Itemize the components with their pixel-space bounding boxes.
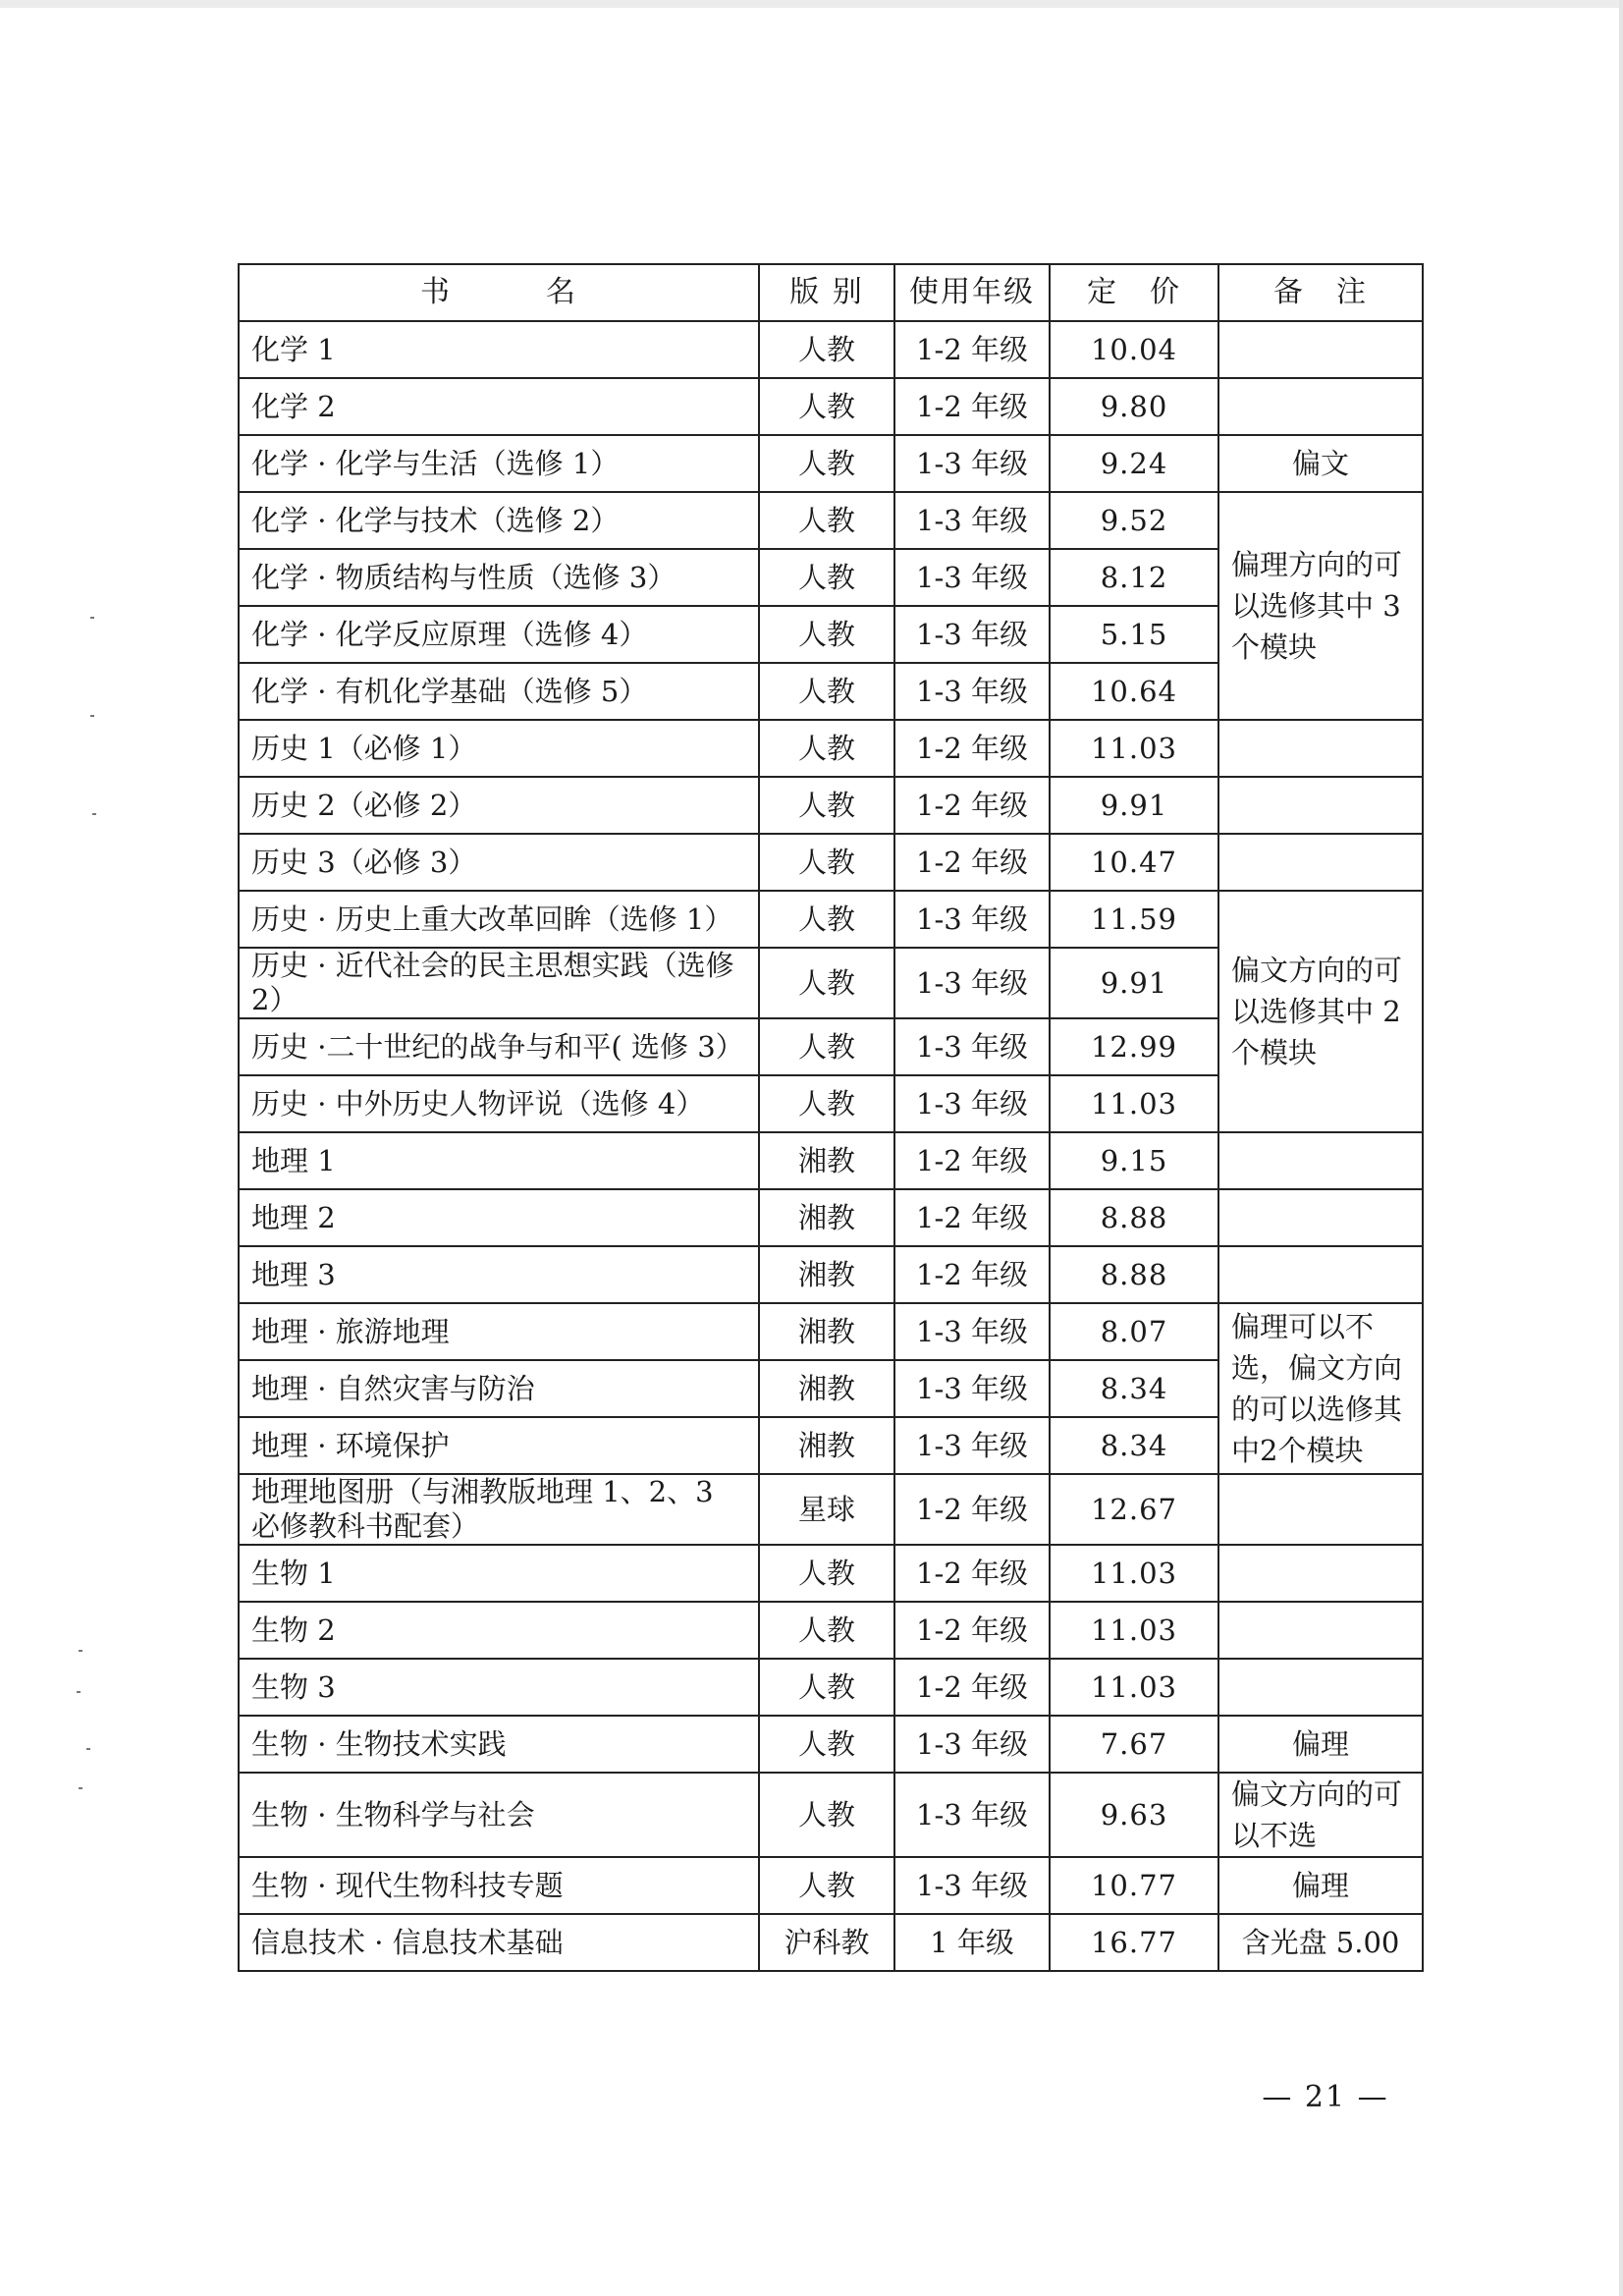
cell-publisher: 人教 [759,549,894,606]
cell-price: 9.91 [1050,948,1218,1018]
table-row [239,492,1423,549]
cell-publisher: 湘教 [759,1303,894,1360]
cell-publisher: 人教 [759,1857,894,1914]
scan-speck [79,1650,82,1652]
cell-grade: 1-3 年级 [894,1303,1050,1360]
scan-speck [90,715,94,717]
cell-price: 11.03 [1050,1602,1218,1659]
cell-grade: 1-2 年级 [894,1132,1050,1189]
cell-note-empty [1218,321,1423,378]
cell-publisher: 人教 [759,1773,894,1857]
table-row [239,1659,1423,1716]
header-grade: 使用年级 [894,264,1050,321]
header-book-name: 书 名 [239,264,759,321]
cell-book-name: 地理 · 环境保护 [239,1417,759,1474]
cell-note-empty [1218,777,1423,834]
cell-grade: 1-2 年级 [894,1246,1050,1303]
cell-price: 9.24 [1050,435,1218,492]
cell-book-name: 化学 · 有机化学基础（选修 5） [239,663,759,720]
cell-publisher: 人教 [759,321,894,378]
scan-speck [86,1748,90,1750]
cell-publisher: 沪科教 [759,1914,894,1971]
page-number: — 21 — [1262,2080,1389,2114]
cell-book-name: 生物 · 生物技术实践 [239,1716,759,1773]
cell-price: 10.04 [1050,321,1218,378]
cell-note-empty [1218,1545,1423,1602]
cell-grade: 1-2 年级 [894,1474,1050,1545]
cell-grade: 1-3 年级 [894,948,1050,1018]
cell-publisher: 人教 [759,663,894,720]
cell-grade: 1-3 年级 [894,1417,1050,1474]
cell-publisher: 人教 [759,777,894,834]
cell-price: 12.67 [1050,1474,1218,1545]
header-price: 定 价 [1050,264,1218,321]
table-header-row [239,264,1423,321]
cell-price: 9.91 [1050,777,1218,834]
cell-note-empty [1218,1602,1423,1659]
cell-book-name: 历史 · 中外历史人物评说（选修 4） [239,1075,759,1132]
table-row [239,1474,1423,1545]
cell-grade: 1-3 年级 [894,1716,1050,1773]
cell-book-name: 化学 · 化学反应原理（选修 4） [239,606,759,663]
cell-price: 10.64 [1050,663,1218,720]
cell-book-name: 地理 · 旅游地理 [239,1303,759,1360]
cell-grade: 1-3 年级 [894,1857,1050,1914]
table-row [239,1303,1423,1360]
table-row [239,720,1423,777]
cell-book-name: 信息技术 · 信息技术基础 [239,1914,759,1971]
header-note: 备 注 [1218,264,1423,321]
cell-book-name: 历史 · 历史上重大改革回眸（选修 1） [239,891,759,948]
cell-grade: 1-2 年级 [894,720,1050,777]
cell-book-name: 化学 · 化学与技术（选修 2） [239,492,759,549]
cell-note: 偏理 [1218,1857,1423,1914]
cell-price: 8.88 [1050,1189,1218,1246]
cell-publisher: 人教 [759,1545,894,1602]
cell-price: 10.47 [1050,834,1218,891]
cell-price: 9.52 [1050,492,1218,549]
scan-right-edge [1619,0,1623,2296]
cell-publisher: 湘教 [759,1189,894,1246]
cell-publisher: 人教 [759,948,894,1018]
cell-grade: 1-3 年级 [894,606,1050,663]
cell-publisher: 人教 [759,378,894,435]
cell-price: 10.77 [1050,1857,1218,1914]
cell-note-merged: 偏理可以不选，偏文方向的可以选修其中2个模块 [1218,1303,1423,1474]
cell-book-name: 历史 ·二十世纪的战争与和平( 选修 3） [239,1018,759,1075]
cell-note-merged: 偏文方向的可以选修其中 2 个模块 [1218,891,1423,1132]
cell-note: 偏理 [1218,1716,1423,1773]
cell-book-name: 地理 2 [239,1189,759,1246]
cell-publisher: 湘教 [759,1417,894,1474]
header-publisher: 版 别 [759,264,894,321]
cell-book-name: 地理 3 [239,1246,759,1303]
cell-grade: 1-2 年级 [894,378,1050,435]
cell-grade: 1-2 年级 [894,1602,1050,1659]
cell-publisher: 人教 [759,606,894,663]
cell-price: 9.63 [1050,1773,1218,1857]
cell-note-empty [1218,834,1423,891]
cell-publisher: 人教 [759,720,894,777]
cell-publisher: 人教 [759,435,894,492]
cell-note-merged: 偏理方向的可以选修其中 3 个模块 [1218,492,1423,720]
cell-publisher: 人教 [759,1659,894,1716]
scan-speck [92,813,96,815]
table-row [239,1716,1423,1773]
cell-grade: 1-2 年级 [894,1659,1050,1716]
scan-speck [79,1787,82,1789]
table-row [239,1246,1423,1303]
cell-grade: 1-2 年级 [894,777,1050,834]
cell-grade: 1-2 年级 [894,1545,1050,1602]
cell-book-name: 生物 · 现代生物科技专题 [239,1857,759,1914]
table-row [239,1602,1423,1659]
cell-price: 5.15 [1050,606,1218,663]
cell-grade: 1-3 年级 [894,1773,1050,1857]
cell-note: 含光盘 5.00 [1218,1914,1423,1971]
textbook-table [238,263,1424,1972]
cell-publisher: 星球 [759,1474,894,1545]
cell-publisher: 人教 [759,492,894,549]
cell-book-name: 地理 1 [239,1132,759,1189]
cell-grade: 1-3 年级 [894,891,1050,948]
cell-publisher: 人教 [759,891,894,948]
table-row [239,834,1423,891]
cell-price: 11.59 [1050,891,1218,948]
cell-grade: 1 年级 [894,1914,1050,1971]
table-row [239,378,1423,435]
table-row [239,777,1423,834]
cell-grade: 1-2 年级 [894,321,1050,378]
cell-grade: 1-3 年级 [894,1075,1050,1132]
cell-note-empty [1218,1659,1423,1716]
cell-book-name: 历史 3（必修 3） [239,834,759,891]
cell-price: 16.77 [1050,1914,1218,1971]
cell-publisher: 人教 [759,834,894,891]
scan-speck [90,617,94,619]
table-row [239,435,1423,492]
cell-grade: 1-3 年级 [894,663,1050,720]
cell-book-name: 历史 2（必修 2） [239,777,759,834]
cell-note-empty [1218,1189,1423,1246]
table-row [239,891,1423,948]
cell-note-empty [1218,378,1423,435]
table-row [239,1189,1423,1246]
cell-book-name: 历史 1（必修 1） [239,720,759,777]
cell-price: 12.99 [1050,1018,1218,1075]
scan-speck [77,1691,81,1693]
cell-publisher: 湘教 [759,1360,894,1417]
cell-price: 8.12 [1050,549,1218,606]
cell-price: 9.15 [1050,1132,1218,1189]
table-row [239,1132,1423,1189]
table-row [239,1545,1423,1602]
table-row [239,1857,1423,1914]
cell-book-name: 生物 3 [239,1659,759,1716]
cell-publisher: 湘教 [759,1246,894,1303]
cell-publisher: 人教 [759,1602,894,1659]
cell-price: 9.80 [1050,378,1218,435]
cell-price: 7.67 [1050,1716,1218,1773]
cell-price: 8.88 [1050,1246,1218,1303]
cell-publisher: 人教 [759,1075,894,1132]
cell-note-empty [1218,1246,1423,1303]
cell-grade: 1-3 年级 [894,1360,1050,1417]
cell-price: 8.34 [1050,1360,1218,1417]
cell-book-name: 生物 2 [239,1602,759,1659]
cell-book-name: 化学 · 物质结构与性质（选修 3） [239,549,759,606]
cell-note-empty [1218,1132,1423,1189]
cell-grade: 1-3 年级 [894,435,1050,492]
cell-book-name: 地理 · 自然灾害与防治 [239,1360,759,1417]
table-row [239,1773,1423,1857]
scan-top-edge [0,0,1623,8]
cell-grade: 1-3 年级 [894,492,1050,549]
cell-note-empty [1218,720,1423,777]
cell-book-name: 地理地图册（与湘教版地理 1、2、3 必修教科书配套） [239,1474,759,1545]
cell-publisher: 湘教 [759,1132,894,1189]
cell-book-name: 生物 1 [239,1545,759,1602]
cell-book-name: 化学 1 [239,321,759,378]
cell-book-name: 历史 · 近代社会的民主思想实践（选修 2） [239,948,759,1018]
table-row [239,321,1423,378]
cell-price: 11.03 [1050,720,1218,777]
cell-grade: 1-3 年级 [894,549,1050,606]
cell-grade: 1-2 年级 [894,834,1050,891]
cell-price: 11.03 [1050,1075,1218,1132]
cell-book-name: 化学 2 [239,378,759,435]
cell-price: 8.34 [1050,1417,1218,1474]
cell-grade: 1-2 年级 [894,1189,1050,1246]
cell-price: 11.03 [1050,1545,1218,1602]
cell-publisher: 人教 [759,1716,894,1773]
cell-price: 8.07 [1050,1303,1218,1360]
cell-publisher: 人教 [759,1018,894,1075]
table-row [239,1914,1423,1971]
cell-note: 偏文方向的可以不选 [1218,1773,1423,1857]
cell-book-name: 化学 · 化学与生活（选修 1） [239,435,759,492]
cell-grade: 1-3 年级 [894,1018,1050,1075]
cell-note-empty [1218,1474,1423,1545]
cell-book-name: 生物 · 生物科学与社会 [239,1773,759,1857]
cell-price: 11.03 [1050,1659,1218,1716]
cell-note: 偏文 [1218,435,1423,492]
